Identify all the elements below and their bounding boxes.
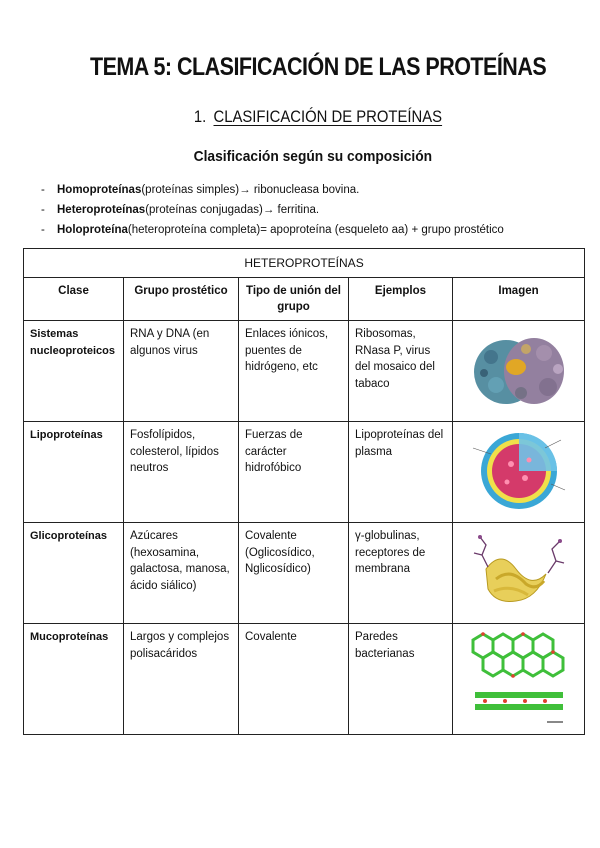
column-header: Imagen	[453, 278, 585, 321]
cell-union: Covalente	[239, 624, 349, 735]
cell-clase: Lipoproteínas	[24, 422, 124, 523]
cell-grupo: Azúcares (hexosamina, galactosa, manosa, ácido siálico)	[124, 523, 239, 624]
section-title: CLASIFICACIÓN DE PROTEÍNAS	[213, 108, 443, 126]
ribosome-image	[459, 326, 578, 414]
cell-imagen	[453, 422, 585, 523]
term: Heteroproteínas	[57, 204, 146, 216]
table-row	[24, 422, 585, 523]
cell-ejemplos: Paredes bacterianas	[349, 624, 453, 735]
cell-imagen	[453, 321, 585, 422]
definition-text: (proteínas conjugadas)→ ferritina.	[145, 204, 320, 216]
heteroproteins-table	[23, 248, 585, 735]
glycoprotein-image	[459, 528, 578, 616]
cell-grupo: Fosfolípidos, colesterol, lípidos neutros	[124, 422, 239, 523]
cell-grupo: Largos y complejos polisacáridos	[124, 624, 239, 735]
cell-imagen	[453, 624, 585, 735]
list-item	[41, 180, 504, 200]
page-title: TEMA 5: CLASIFICACIÓN DE LAS PROTEÍNAS	[89, 53, 547, 81]
cell-imagen	[453, 523, 585, 624]
bullet-dash: -	[41, 224, 45, 236]
section-number: 1.	[193, 108, 207, 126]
cell-clase: Sistemas nucleoproteicos	[24, 321, 124, 422]
column-header: Ejemplos	[349, 278, 453, 321]
cell-clase: Mucoproteínas	[24, 624, 124, 735]
cell-ejemplos: γ-globulinas, receptores de membrana	[349, 523, 453, 624]
table-row	[24, 624, 585, 735]
cell-ejemplos: Ribosomas, RNasa P, virus del mosaico del tabaco	[349, 321, 453, 422]
column-header: Clase	[24, 278, 124, 321]
table-row	[24, 523, 585, 624]
cell-clase: Glicoproteínas	[24, 523, 124, 624]
lipoprotein-image	[459, 427, 578, 515]
cell-union: Covalente (Oglicosídico, Nglicosídico)	[239, 523, 349, 624]
cell-union: Enlaces iónicos, puentes de hidrógeno, etc	[239, 321, 349, 422]
peptidoglycan-image	[459, 629, 578, 729]
table-row	[24, 321, 585, 422]
list-item	[41, 220, 504, 240]
definition-list	[41, 180, 504, 240]
subtitle: Clasificación según su composición	[193, 148, 433, 165]
cell-ejemplos: Lipoproteínas del plasma	[349, 422, 453, 523]
cell-grupo: RNA y DNA (en algunos virus	[124, 321, 239, 422]
list-item	[41, 200, 504, 220]
bullet-dash: -	[41, 204, 45, 216]
term: Holoproteína	[57, 224, 128, 236]
section-heading	[30, 108, 570, 127]
column-header: Tipo de unión del grupo	[239, 278, 349, 321]
term: Homoproteínas	[57, 184, 142, 196]
definition-text: (proteínas simples)→ ribonucleasa bovina.	[141, 184, 360, 196]
definition-text: (heteroproteína completa)= apoproteína (esqueleto aa) + grupo prostético	[127, 224, 504, 236]
column-header: Grupo prostético	[124, 278, 239, 321]
table-caption: HETEROPROTEÍNAS	[24, 249, 585, 278]
cell-union: Fuerzas de carácter hidrofóbico	[239, 422, 349, 523]
bullet-dash: -	[41, 184, 45, 196]
